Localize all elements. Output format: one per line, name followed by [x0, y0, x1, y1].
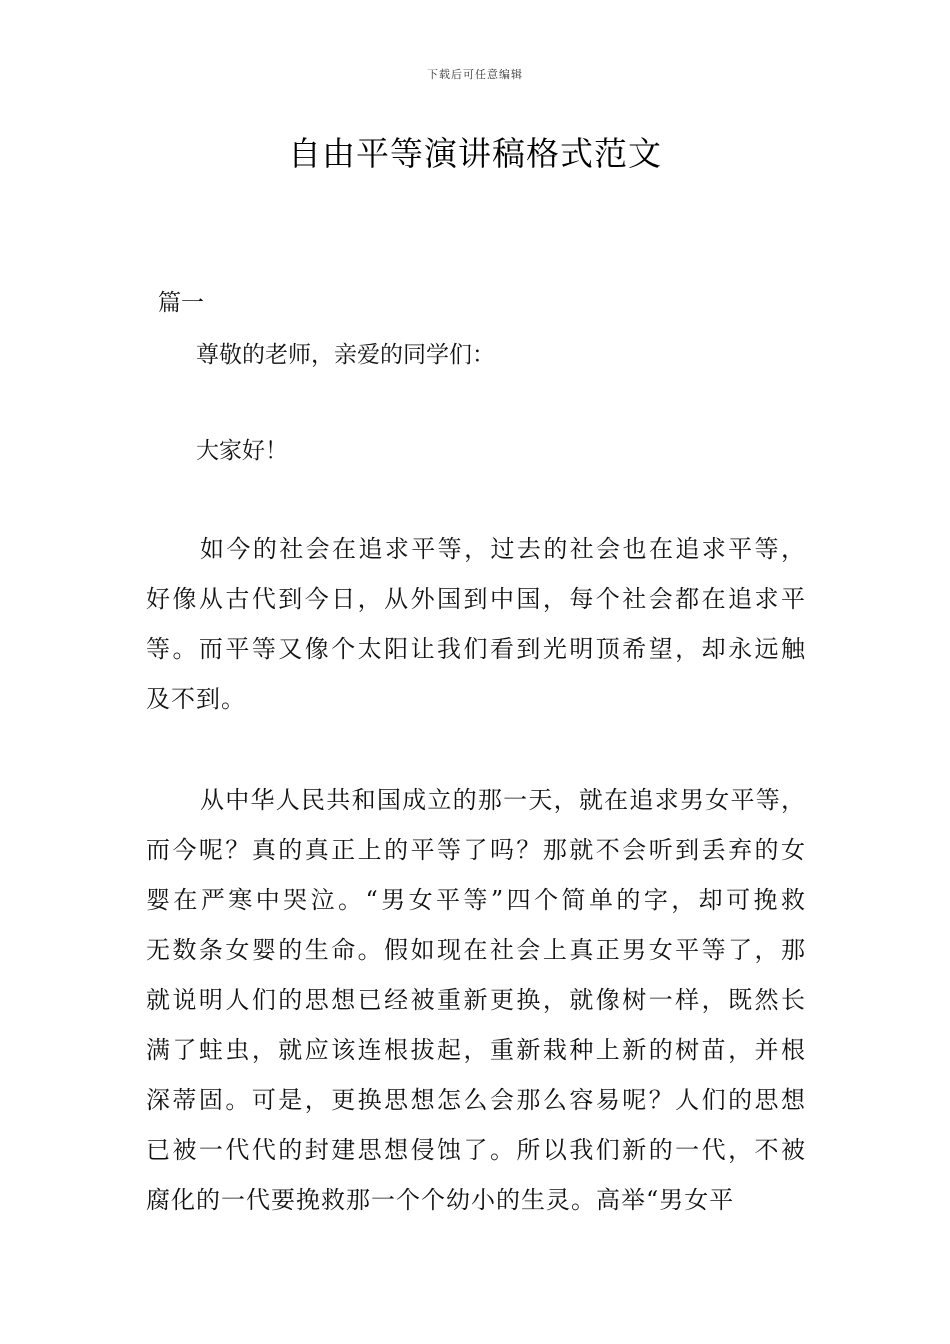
paragraph-line: 及不到。	[146, 685, 246, 713]
paragraph	[146, 775, 806, 1225]
paragraph-line: 满了蛀虫，就应该连根拔起，重新栽种上新的树苗，并根	[146, 1036, 806, 1064]
section-label: 篇一	[158, 290, 204, 316]
document-title: 自由平等演讲稿格式范文	[288, 134, 662, 173]
paragraph-line: 等。而平等又像个太阳让我们看到光明顶希望，却永远触	[146, 635, 806, 663]
paragraph-line: 深蒂固。可是，更换思想怎么会那么容易呢？人们的思想	[146, 1086, 806, 1114]
greeting: 大家好！	[196, 438, 288, 464]
paragraph-line: 就说明人们的思想已经被重新更换，就像树一样，既然长	[146, 986, 806, 1014]
paragraph-line: 已被一代代的封建思想侵蚀了。所以我们新的一代，不被	[146, 1136, 806, 1164]
paragraph	[146, 524, 806, 724]
paragraph-line: 而今呢？真的真正上的平等了吗？那就不会听到丢弃的女	[146, 836, 806, 864]
paragraph-line: 无数条女婴的生命。假如现在社会上真正男女平等了，那	[146, 936, 806, 964]
salutation: 尊敬的老师，亲爱的同学们：	[196, 342, 495, 368]
paragraph-line: 好像从古代到今日，从外国到中国，每个社会都在追求平	[146, 585, 806, 613]
paragraph-line: 从中华人民共和国成立的那一天，就在追求男女平等，	[200, 786, 806, 814]
page-header-note: 下载后可任意编辑	[427, 68, 523, 81]
paragraph-line: 如今的社会在追求平等，过去的社会也在追求平等，	[200, 535, 806, 563]
paragraph-line: 腐化的一代要挽救那一个个幼小的生灵。高举“男女平	[146, 1186, 735, 1214]
paragraph-line: 婴在严寒中哭泣。“男女平等”四个简单的字，却可挽救	[146, 886, 806, 914]
